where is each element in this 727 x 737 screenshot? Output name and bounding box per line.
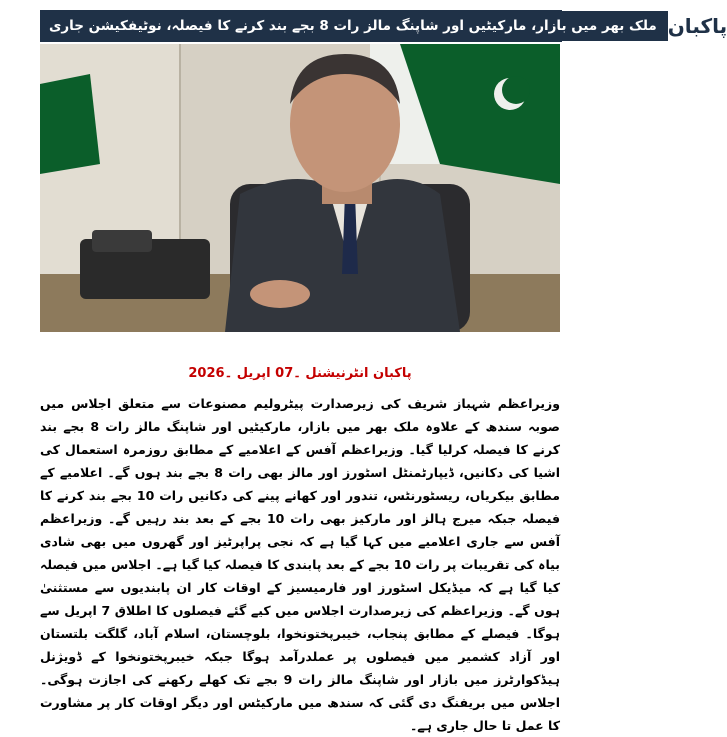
dateline: پاکبان انٹرنیشنل ۔07 اپریل ۔2026 [188, 366, 412, 381]
site-logo: پاکبان [665, 11, 727, 41]
news-header [40, 10, 727, 42]
flag-left [40, 74, 100, 174]
article-body [40, 392, 560, 737]
photo-illustration [40, 44, 560, 332]
news-photo [40, 44, 560, 332]
article-paragraph: وزیراعظم شہباز شریف کی زیرصدارت پیٹرولیم مصنوعات سے متعلق اجلاس میں صوبہ سندھ کے علاوہ ملک بھر میں بازار، مارکیٹیں اور شاپنگ مالز رات 8 بجے بند کرنے کا فیصلہ کرلیا گیا۔ وزیراعظم آفس کے اعلامیے کے مطابق روزمرہ استعمال کی اشیا کی دکانیں، ڈیپارٹمنٹل اسٹورز اور مالز بھی رات 8 بجے بند ہوں گے۔ اعلامیے کے مطابق بیکریاں، ریسٹورنٹس، تندور اور کھانے پینے کی دکانیں رات 10 بجے بند کرنے کا فیصلہ جبکہ میرج ہالز اور مارکیز بھی رات 10 بجے کے بعد بند رہیں گے۔ وزیراعظم آفس سے جاری اعلامیے میں کہا گیا ہے کہ نجی پراپرٹیز اور گھروں میں بھی شادی بیاہ کی تقریبات پر رات 10 بجے کے بعد پابندی کا فیصلہ کیا گیا ہے۔ اجلاس میں فیصلہ کیا گیا ہے کہ میڈیکل اسٹورز اور فارمیسیز کے اوقات کار ان پابندیوں سے مستثنیٰ ہوں گے۔ وزیراعظم کی زیرصدارت اجلاس میں کیے گئے فیصلوں کا اطلاق 7 اپریل سے ہوگا۔ فیصلے کے مطابق پنجاب، خیبرپختونخوا، بلوچستان، اسلام آباد، گلگت بلتستان اور آزاد کشمیر میں فیصلوں پر عملدرآمد ہوگا جبکہ خیبرپختونخوا کے ڈویژنل ہیڈکوارٹرز میں بازار اور شاپنگ مالز رات 9 بجے تک کھلے رکھنے کی اجازت ہوگی۔ اجلاس میں بریفنگ دی گئی کہ سندھ میں مارکیٹس اور دیگر اوقات کار پر مشاورت کا عمل تا حال جاری ہے۔ [40, 396, 561, 733]
headline: ملک بھر میں بازار، مارکیٹیں اور شاپنگ مالز رات 8 بجے بند کرنے کا فیصلہ، نوٹیفکیشن جاری [41, 11, 665, 41]
